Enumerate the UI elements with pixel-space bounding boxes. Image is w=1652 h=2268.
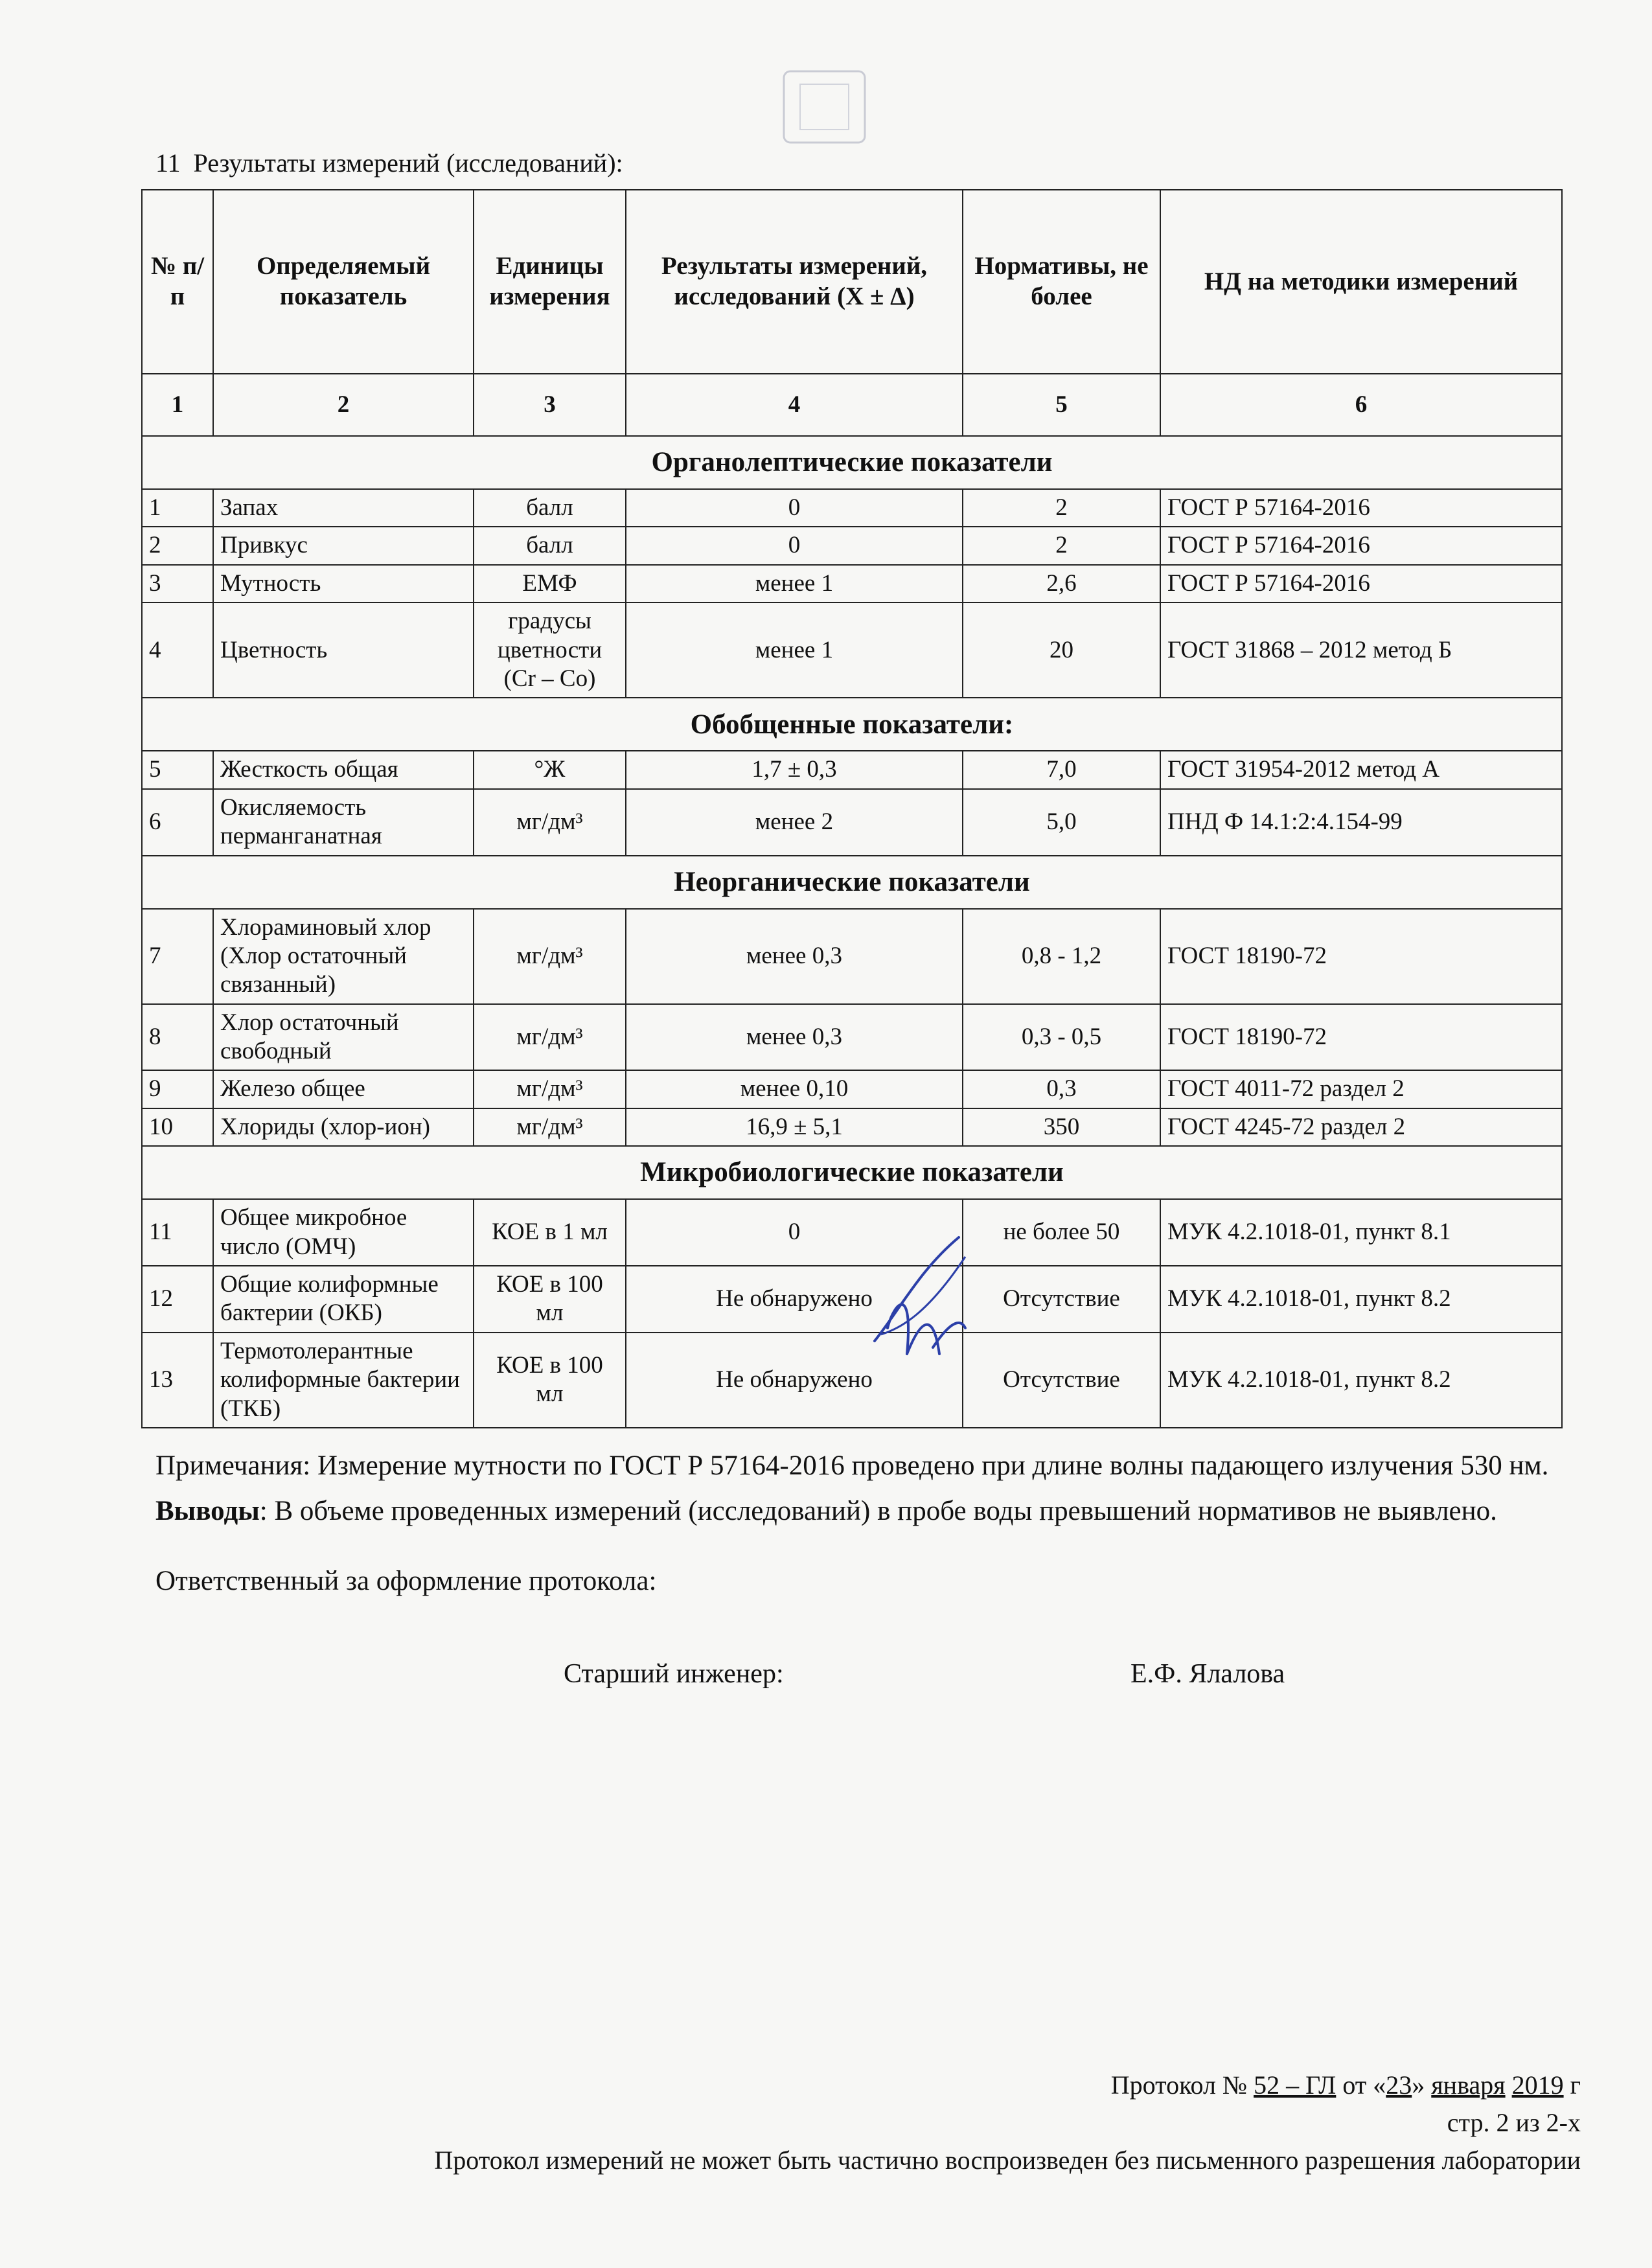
group-title: Микробиологические показатели [142, 1146, 1562, 1199]
col-header-norm: Нормативы, не более [963, 190, 1160, 374]
unit-cell: балл [474, 489, 626, 527]
row-number: 11 [142, 1199, 213, 1266]
row-number: 9 [142, 1070, 213, 1108]
row-number: 6 [142, 789, 213, 856]
norm-cell: не более 50 [963, 1199, 1160, 1266]
row-number: 13 [142, 1333, 213, 1428]
result-cell: менее 0,10 [626, 1070, 963, 1108]
row-number: 3 [142, 565, 213, 602]
col-header-result: Результаты измерений, исследований (Х ± Δ) [626, 190, 963, 374]
responsible-label: Ответственный за оформление протокола: [155, 1565, 657, 1596]
table-row [142, 1004, 1562, 1071]
section-title: 11 Результаты измерений (исследований): [155, 148, 623, 178]
norm-cell: 7,0 [963, 751, 1160, 788]
row-number: 5 [142, 751, 213, 788]
row-number: 12 [142, 1266, 213, 1333]
result-cell: 16,9 ± 5,1 [626, 1108, 963, 1146]
unit-cell: КОЕ в 100 мл [474, 1333, 626, 1428]
result-cell: менее 2 [626, 789, 963, 856]
norm-cell: 2 [963, 527, 1160, 564]
norm-cell: 0,8 - 1,2 [963, 909, 1160, 1004]
unit-cell: мг/дм³ [474, 1108, 626, 1146]
row-number: 10 [142, 1108, 213, 1146]
table-row [142, 527, 1562, 564]
col-header-indicator: Определяемый показатель [213, 190, 474, 374]
indicator-cell: Общие колиформные бактерии (ОКБ) [213, 1266, 474, 1333]
table-row [142, 751, 1562, 788]
method-cell: ГОСТ 18190-72 [1160, 909, 1562, 1004]
col-header-method: НД на методики измерений [1160, 190, 1562, 374]
col-header-unit: Единицы измерения [474, 190, 626, 374]
unit-cell: ЕМФ [474, 565, 626, 602]
method-cell: МУК 4.2.1018-01, пункт 8.2 [1160, 1266, 1562, 1333]
indicator-cell: Привкус [213, 527, 474, 564]
page-number: стр. 2 из 2-х [1447, 2108, 1581, 2137]
method-cell: МУК 4.2.1018-01, пункт 8.2 [1160, 1333, 1562, 1428]
table-row [142, 1333, 1562, 1428]
result-cell: 0 [626, 489, 963, 527]
protocol-day: 23 [1386, 2070, 1412, 2100]
row-number: 7 [142, 909, 213, 1004]
unit-cell: мг/дм³ [474, 909, 626, 1004]
group-header-row [142, 856, 1562, 909]
unit-cell: мг/дм³ [474, 1004, 626, 1071]
indicator-cell: Цветность [213, 602, 474, 698]
table-row [142, 1070, 1562, 1108]
result-cell: менее 1 [626, 602, 963, 698]
table-row [142, 1108, 1562, 1146]
column-number: 6 [1160, 374, 1562, 436]
method-cell: ПНД Ф 14.1:2:4.154-99 [1160, 789, 1562, 856]
unit-cell: мг/дм³ [474, 789, 626, 856]
norm-cell: 2,6 [963, 565, 1160, 602]
method-cell: ГОСТ 31954-2012 метод А [1160, 751, 1562, 788]
table-row [142, 1266, 1562, 1333]
group-header-row [142, 698, 1562, 751]
indicator-cell: Хлор остаточный свободный [213, 1004, 474, 1071]
unit-cell: КОЕ в 1 мл [474, 1199, 626, 1266]
result-cell: 0 [626, 527, 963, 564]
disclaimer: Протокол измерений не может быть частично воспроизведен без письменного разрешения лаборатории [434, 2146, 1581, 2175]
conclusion [155, 1493, 1568, 1529]
col-header-number: № п/п [142, 190, 213, 374]
indicator-cell: Хлориды (хлор-ион) [213, 1108, 474, 1146]
result-cell: менее 1 [626, 565, 963, 602]
row-number: 1 [142, 489, 213, 527]
group-title: Органолептические показатели [142, 436, 1562, 489]
norm-cell: 2 [963, 489, 1160, 527]
conclusion-text: : В объеме проведенных измерений (исследований) в пробе воды превышений нормативов не выявлено. [259, 1495, 1497, 1526]
row-number: 8 [142, 1004, 213, 1071]
method-cell: ГОСТ Р 57164-2016 [1160, 527, 1562, 564]
responsible-name: Е.Ф. Ялалова [1130, 1659, 1285, 1689]
indicator-cell: Термотолерантные колиформные бактерии (ТКБ) [213, 1333, 474, 1428]
row-number: 4 [142, 602, 213, 698]
table-row [142, 789, 1562, 856]
unit-cell: градусы цветности (Cr – Co) [474, 602, 626, 698]
remark-text: Примечания: Измерение мутности по ГОСТ Р 57164-2016 проведено при длине волны падающего излучения 530 нм. [155, 1450, 1549, 1481]
norm-cell: Отсутствие [963, 1333, 1160, 1428]
column-number: 5 [963, 374, 1160, 436]
result-cell: 0 [626, 1199, 963, 1266]
indicator-cell: Хлораминовый хлор (Хлор остаточный связанный) [213, 909, 474, 1004]
table-row [142, 909, 1562, 1004]
result-cell: 1,7 ± 0,3 [626, 751, 963, 788]
table-row [142, 602, 1562, 698]
column-number-row [142, 374, 1562, 436]
group-title: Обобщенные показатели: [142, 698, 1562, 751]
protocol-line: Протокол № 52 – ГЛ от «23» января 2019 г [1110, 2070, 1581, 2100]
result-cell: менее 0,3 [626, 1004, 963, 1071]
protocol-year: 2019 [1511, 2070, 1564, 2100]
conclusion-label: Выводы [155, 1495, 260, 1526]
indicator-cell: Окисляемость перманганатная [213, 789, 474, 856]
norm-cell: 350 [963, 1108, 1160, 1146]
protocol-number: 52 – ГЛ [1254, 2070, 1337, 2100]
group-title: Неорганические показатели [142, 856, 1562, 909]
signature [862, 1231, 972, 1367]
result-cell: менее 0,3 [626, 909, 963, 1004]
indicator-cell: Общее микробное число (ОМЧ) [213, 1199, 474, 1266]
indicator-cell: Запах [213, 489, 474, 527]
unit-cell: мг/дм³ [474, 1070, 626, 1108]
indicator-cell: Мутность [213, 565, 474, 602]
unit-cell: КОЕ в 100 мл [474, 1266, 626, 1333]
norm-cell: 5,0 [963, 789, 1160, 856]
norm-cell: 0,3 - 0,5 [963, 1004, 1160, 1071]
stamp-mark [781, 68, 868, 146]
table-row [142, 1199, 1562, 1266]
column-number: 4 [626, 374, 963, 436]
group-header-row [142, 436, 1562, 489]
responsible-position: Старший инженер: [564, 1659, 784, 1689]
notes-block [155, 1448, 1568, 1599]
method-cell: МУК 4.2.1018-01, пункт 8.1 [1160, 1199, 1562, 1266]
method-cell: ГОСТ 4245-72 раздел 2 [1160, 1108, 1562, 1146]
table-row [142, 489, 1562, 527]
method-cell: ГОСТ Р 57164-2016 [1160, 565, 1562, 602]
method-cell: ГОСТ Р 57164-2016 [1160, 489, 1562, 527]
column-number: 3 [474, 374, 626, 436]
column-number: 2 [213, 374, 474, 436]
method-cell: ГОСТ 18190-72 [1160, 1004, 1562, 1071]
indicator-cell: Жесткость общая [213, 751, 474, 788]
group-header-row [142, 1146, 1562, 1199]
table-row [142, 565, 1562, 602]
method-cell: ГОСТ 4011-72 раздел 2 [1160, 1070, 1562, 1108]
row-number: 2 [142, 527, 213, 564]
norm-cell: 0,3 [963, 1070, 1160, 1108]
table-header-row [142, 190, 1562, 374]
column-number: 1 [142, 374, 213, 436]
results-table [141, 189, 1563, 1428]
protocol-month: января [1431, 2070, 1506, 2100]
result-cell: Не обнаружено [626, 1266, 963, 1333]
norm-cell: 20 [963, 602, 1160, 698]
unit-cell: °Ж [474, 751, 626, 788]
indicator-cell: Железо общее [213, 1070, 474, 1108]
result-cell: Не обнаружено [626, 1333, 963, 1428]
unit-cell: балл [474, 527, 626, 564]
method-cell: ГОСТ 31868 – 2012 метод Б [1160, 602, 1562, 698]
norm-cell: Отсутствие [963, 1266, 1160, 1333]
